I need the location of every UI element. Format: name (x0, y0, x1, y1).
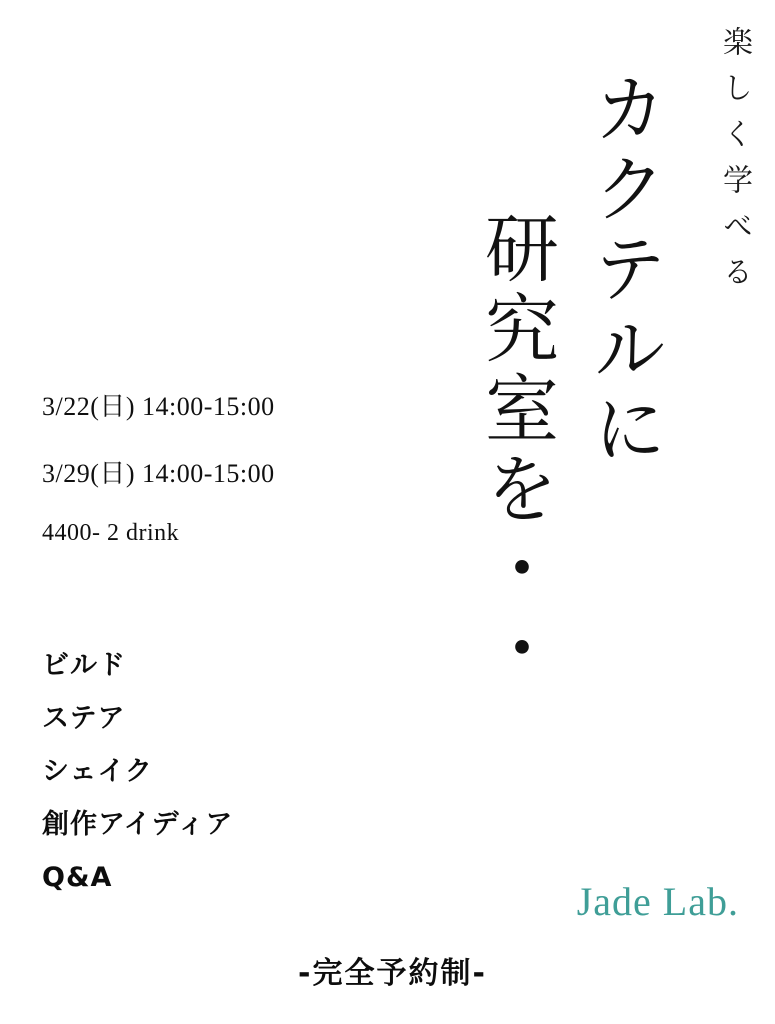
reservation-note: -完全予約制- (298, 956, 487, 991)
headline-second-vertical: 研究室を・・ (473, 210, 559, 690)
menu-item: シェイク (42, 756, 153, 787)
schedule-item-2: 3/29(日) 14:00-15:00 (42, 459, 275, 488)
schedule-item-1: 3/22(日) 14:00-15:00 (42, 392, 275, 421)
brand-logo-text: Jade Lab. (576, 879, 739, 924)
menu-list (42, 652, 233, 891)
menu-item: 創作アイディア (42, 809, 234, 840)
menu-item: Q&A (42, 862, 113, 893)
headline-lead-vertical: 楽しく学べる (717, 26, 752, 302)
price-text: 4400- 2 drink (42, 520, 180, 546)
menu-item: ステア (42, 703, 126, 734)
menu-item: ビルド (42, 650, 126, 681)
headline-main-vertical: カクテルに (581, 70, 667, 470)
schedule-block (42, 386, 422, 547)
